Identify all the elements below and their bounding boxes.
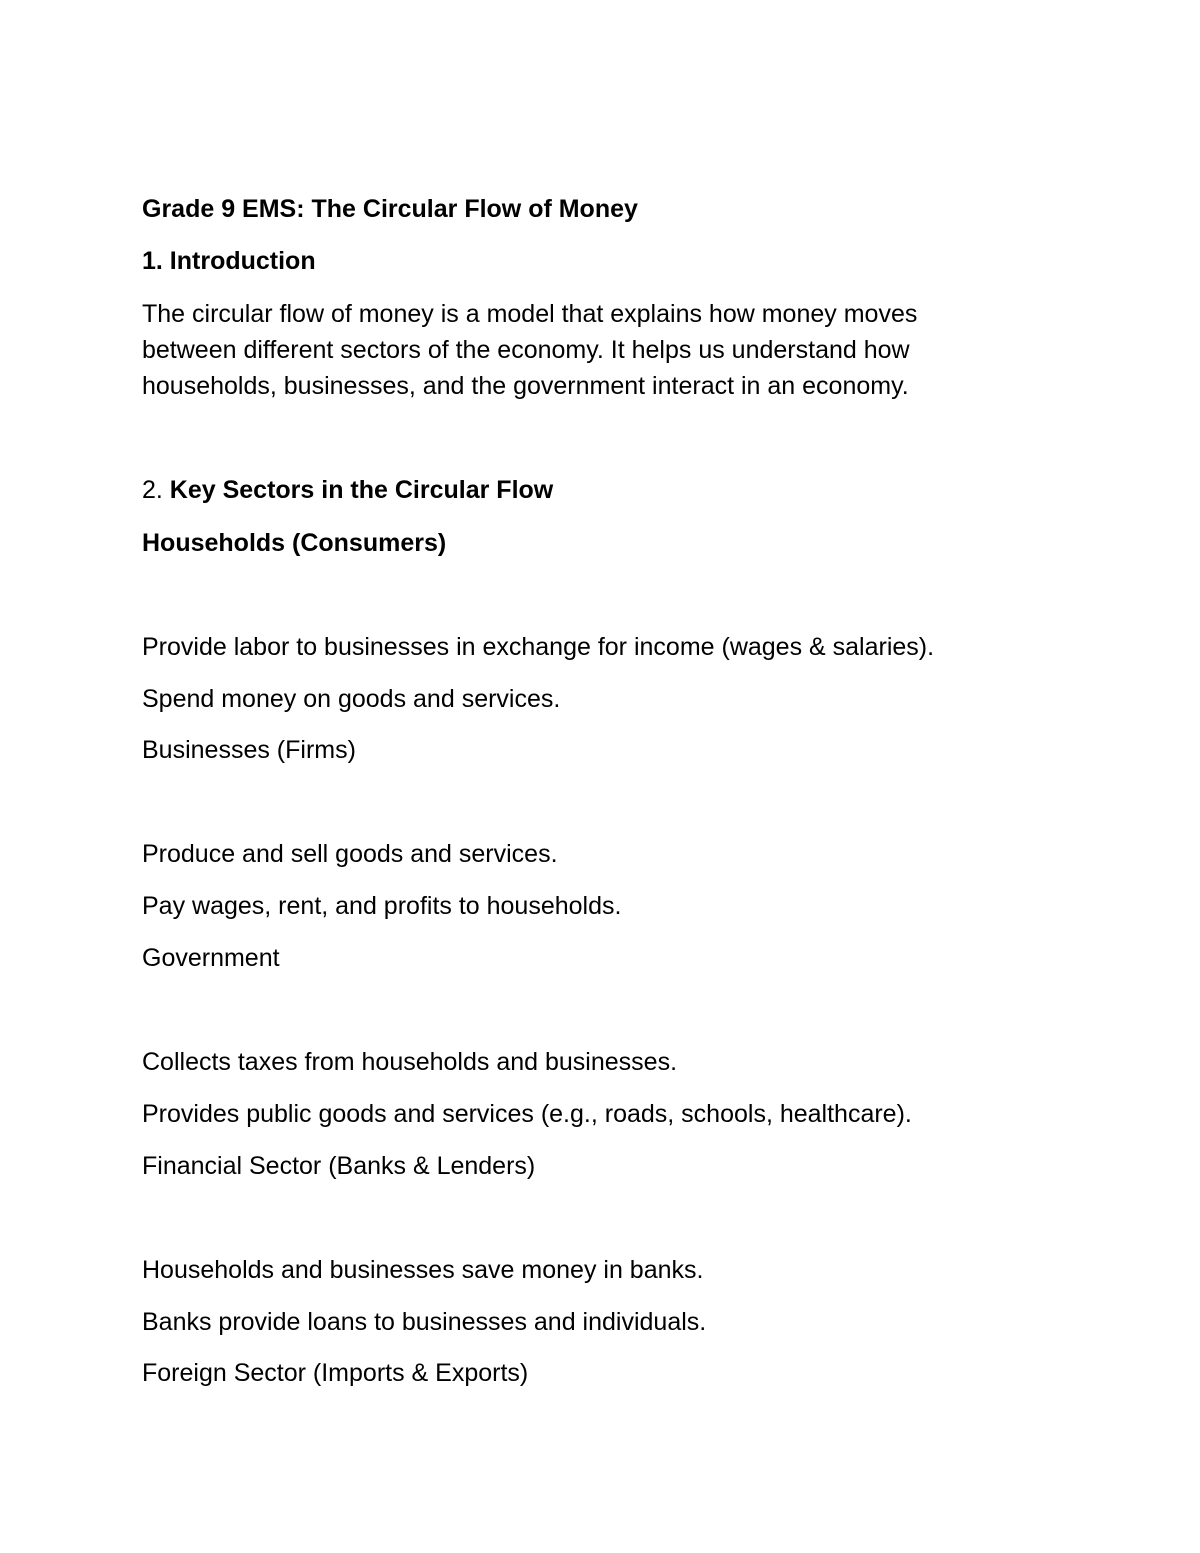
households-point: Provide labor to businesses in exchange for income (wages & salaries).	[142, 633, 935, 661]
government-point: Collects taxes from households and businesses.	[142, 1048, 678, 1076]
government-heading: Government	[142, 944, 280, 972]
businesses-point: Pay wages, rent, and profits to households.	[142, 892, 622, 920]
financial-sector-point: Households and businesses save money in banks.	[142, 1256, 704, 1284]
section-number: 2.	[142, 476, 170, 504]
businesses-point: Produce and sell goods and services.	[142, 840, 558, 868]
financial-sector-heading: Financial Sector (Banks & Lenders)	[142, 1152, 536, 1180]
households-point: Spend money on goods and services.	[142, 685, 561, 713]
paragraph-line: households, businesses, and the government interact in an economy.	[142, 372, 909, 400]
introduction-paragraph	[142, 296, 1042, 404]
financial-sector-point: Banks provide loans to businesses and individuals.	[142, 1308, 707, 1336]
paragraph-line: between different sectors of the economy. It helps us understand how	[142, 336, 910, 364]
paragraph-line: The circular flow of money is a model that explains how money moves	[142, 300, 918, 328]
businesses-heading: Businesses (Firms)	[142, 736, 356, 764]
households-heading: Households (Consumers)	[142, 529, 447, 557]
government-point: Provides public goods and services (e.g., roads, schools, healthcare).	[142, 1100, 912, 1128]
foreign-sector-heading: Foreign Sector (Imports & Exports)	[142, 1359, 529, 1387]
section-heading-introduction: 1. Introduction	[142, 247, 316, 275]
section-heading-key-sectors	[142, 475, 553, 505]
section-title: Key Sectors in the Circular Flow	[169, 476, 554, 504]
document-title: Grade 9 EMS: The Circular Flow of Money	[142, 195, 638, 223]
